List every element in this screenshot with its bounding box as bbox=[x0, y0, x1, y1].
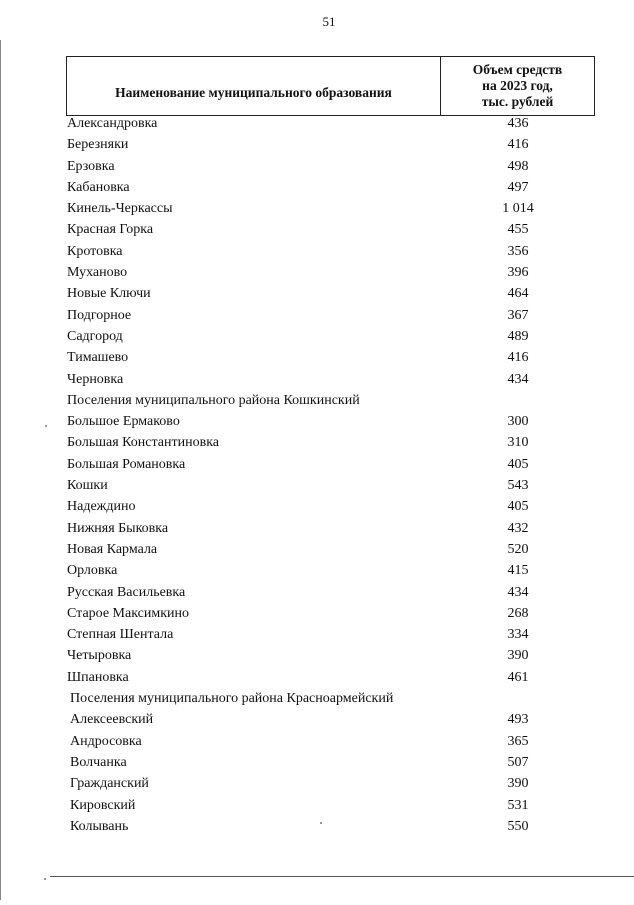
row-value: 390 bbox=[507, 648, 529, 664]
row-value: 365 bbox=[507, 733, 529, 749]
table-row bbox=[0, 178, 634, 199]
row-value: 455 bbox=[507, 222, 529, 238]
row-name: Красная Горка bbox=[67, 222, 154, 238]
row-value: 310 bbox=[507, 435, 529, 451]
table-body bbox=[0, 114, 634, 838]
table-row bbox=[0, 583, 634, 604]
row-name: Березняки bbox=[67, 137, 129, 153]
page-number: 51 bbox=[322, 14, 336, 29]
table-row bbox=[0, 306, 634, 327]
row-name: Четыровка bbox=[67, 648, 132, 664]
section-heading-row bbox=[0, 689, 634, 710]
row-value: 493 bbox=[507, 712, 529, 728]
row-value: 434 bbox=[507, 584, 529, 600]
row-name: Алексеевский bbox=[70, 712, 154, 728]
table-row bbox=[0, 561, 634, 582]
row-name: Старое Максимкино bbox=[67, 605, 190, 621]
table-header bbox=[66, 56, 595, 116]
table-row bbox=[0, 604, 634, 625]
row-value: 464 bbox=[507, 286, 529, 302]
row-name: Подгорное bbox=[67, 307, 132, 323]
scan-bottom-edge bbox=[50, 876, 634, 877]
row-name: Орловка bbox=[67, 563, 118, 579]
row-name: Степная Шентала bbox=[67, 627, 174, 643]
row-name: Колывань bbox=[70, 818, 129, 834]
row-name: Садгород bbox=[67, 328, 123, 344]
row-name: Волчанка bbox=[70, 754, 127, 770]
row-name: Надеждино bbox=[67, 499, 136, 515]
row-value: 416 bbox=[507, 350, 529, 366]
table-row bbox=[0, 412, 634, 433]
row-value: 531 bbox=[507, 797, 529, 813]
table-row bbox=[0, 263, 634, 284]
table-row bbox=[0, 625, 634, 646]
scan-speck bbox=[44, 878, 46, 880]
row-name: Кинель-Черкассы bbox=[67, 201, 173, 217]
row-name: Кротовка bbox=[67, 243, 123, 259]
table-row bbox=[0, 817, 634, 838]
row-name: Новая Кармала bbox=[67, 541, 158, 557]
table-row bbox=[0, 135, 634, 156]
row-value: 356 bbox=[507, 243, 529, 259]
row-value: 498 bbox=[507, 158, 529, 174]
row-value: 461 bbox=[507, 669, 529, 685]
row-value: 550 bbox=[507, 818, 529, 834]
row-name: Кабановка bbox=[67, 179, 130, 195]
header-name-column: Наименование муниципального образования bbox=[67, 57, 441, 115]
row-name: Большая Романовка bbox=[67, 456, 186, 472]
header-amount-column: Объем средств на 2023 год, тыс. рублей bbox=[472, 62, 563, 109]
row-name: Кировский bbox=[70, 797, 136, 813]
table-row bbox=[0, 348, 634, 369]
row-name: Александровка bbox=[67, 116, 158, 131]
section-heading: Поселения муниципального района Кошкинский bbox=[67, 392, 360, 408]
table-row bbox=[0, 157, 634, 178]
table-row bbox=[0, 220, 634, 241]
row-name: Андросовка bbox=[70, 733, 142, 749]
table-row bbox=[0, 327, 634, 348]
section-heading: Поселения муниципального района Красноармейский bbox=[70, 691, 394, 707]
row-value: 405 bbox=[507, 456, 529, 472]
table-row bbox=[0, 284, 634, 305]
table-row bbox=[0, 199, 634, 220]
table-row bbox=[0, 455, 634, 476]
scan-speck bbox=[45, 425, 47, 427]
table-row bbox=[0, 242, 634, 263]
row-name: Муханово bbox=[67, 265, 128, 281]
row-value: 367 bbox=[507, 307, 529, 323]
row-name: Гражданский bbox=[70, 776, 149, 792]
row-name: Новые Ключи bbox=[67, 286, 151, 302]
section-heading-row bbox=[0, 391, 634, 412]
table-row bbox=[0, 476, 634, 497]
row-value: 416 bbox=[507, 137, 529, 153]
row-name: Ерзовка bbox=[67, 158, 115, 174]
row-value: 434 bbox=[507, 371, 529, 387]
row-value: 390 bbox=[507, 776, 529, 792]
row-name: Шпановка bbox=[67, 669, 129, 685]
table-row bbox=[0, 433, 634, 454]
row-name: Нижняя Быковка bbox=[67, 520, 169, 536]
table-row bbox=[0, 774, 634, 795]
row-value: 497 bbox=[507, 179, 529, 195]
row-value: 334 bbox=[507, 627, 529, 643]
row-name: Большое Ермаково bbox=[67, 414, 180, 430]
scan-speck bbox=[320, 822, 322, 824]
row-value: 1 014 bbox=[502, 201, 534, 217]
row-value: 300 bbox=[507, 414, 529, 430]
table-row bbox=[0, 668, 634, 689]
table-row bbox=[0, 370, 634, 391]
row-value: 543 bbox=[507, 478, 529, 494]
row-value: 520 bbox=[507, 541, 529, 557]
row-value: 405 bbox=[507, 499, 529, 515]
table-row bbox=[0, 497, 634, 518]
row-name: Тимашево bbox=[67, 350, 129, 366]
row-value: 268 bbox=[507, 605, 529, 621]
table-row bbox=[0, 540, 634, 561]
row-name: Русская Васильевка bbox=[67, 584, 186, 600]
row-name: Кошки bbox=[67, 478, 108, 494]
row-value: 415 bbox=[507, 563, 529, 579]
table-row bbox=[0, 796, 634, 817]
table-row bbox=[0, 519, 634, 540]
table-row bbox=[0, 732, 634, 753]
row-value: 507 bbox=[507, 754, 529, 770]
row-value: 489 bbox=[507, 328, 529, 344]
table-row bbox=[0, 753, 634, 774]
row-name: Большая Константиновка bbox=[67, 435, 220, 451]
row-name: Черновка bbox=[67, 371, 124, 387]
table-row bbox=[0, 710, 634, 731]
table-row bbox=[0, 646, 634, 667]
row-value: 432 bbox=[507, 520, 529, 536]
table-row bbox=[0, 114, 634, 135]
row-value: 396 bbox=[507, 265, 529, 281]
row-value: 436 bbox=[507, 116, 529, 131]
